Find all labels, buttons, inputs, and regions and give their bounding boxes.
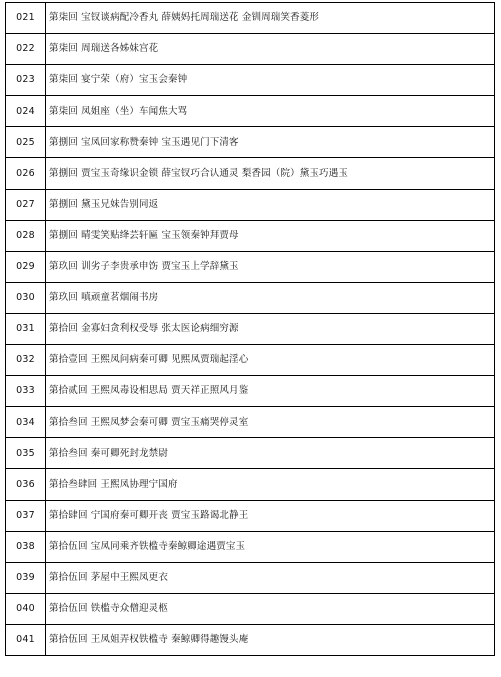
chapter-title: 第拾叁肆回 王熙凤协理宁国府 [46, 469, 495, 500]
chapter-title: 第拾伍回 铁槛寺众僧迎灵柩 [46, 593, 495, 624]
table-row [6, 313, 495, 344]
chapter-number: 022 [6, 34, 46, 65]
chapter-number: 036 [6, 469, 46, 500]
chapter-title: 第拾伍回 王凤姐弄权铁槛寺 秦鲸卿得趣馒头庵 [46, 624, 495, 655]
chapter-index-table-body [6, 3, 495, 656]
chapter-number: 029 [6, 251, 46, 282]
chapter-index-table [5, 2, 495, 656]
table-row [6, 531, 495, 562]
table-row [6, 220, 495, 251]
chapter-number: 031 [6, 313, 46, 344]
table-row [6, 65, 495, 96]
table-row [6, 376, 495, 407]
chapter-title: 第拾叁回 秦可卿死封龙禁尉 [46, 438, 495, 469]
table-row [6, 251, 495, 282]
table-row [6, 469, 495, 500]
chapter-title: 第柒回 周瑞送各姊妹宫花 [46, 34, 495, 65]
chapter-number: 034 [6, 407, 46, 438]
table-row [6, 34, 495, 65]
chapter-number: 021 [6, 3, 46, 34]
table-row [6, 562, 495, 593]
chapter-number: 030 [6, 282, 46, 313]
chapter-title: 第柒回 宝钗谈病配冷香丸 薛姨妈托周瑞送花 金钏周瑞笑香菱形 [46, 3, 495, 34]
chapter-title: 第拾伍回 宝凤同乘齐铁槛寺秦鲸卿途遇贾宝玉 [46, 531, 495, 562]
chapter-number: 025 [6, 127, 46, 158]
chapter-number: 039 [6, 562, 46, 593]
table-row [6, 345, 495, 376]
chapter-number: 035 [6, 438, 46, 469]
chapter-number: 040 [6, 593, 46, 624]
table-row [6, 407, 495, 438]
chapter-number: 023 [6, 65, 46, 96]
table-row [6, 127, 495, 158]
table-row [6, 189, 495, 220]
table-row [6, 3, 495, 34]
chapter-number: 028 [6, 220, 46, 251]
table-row [6, 500, 495, 531]
chapter-title: 第拾肆回 宁国府秦可卿开丧 贾宝玉路谒北静王 [46, 500, 495, 531]
chapter-number: 041 [6, 624, 46, 655]
chapter-title: 第玖回 训劣子李贵承申饬 贾宝玉上学辞黛玉 [46, 251, 495, 282]
chapter-number: 037 [6, 500, 46, 531]
table-row [6, 158, 495, 189]
table-row [6, 282, 495, 313]
chapter-title: 第拾壹回 王熙凤问病秦可卿 见熙凤贾瑞起淫心 [46, 345, 495, 376]
chapter-title: 第柒回 凤姐座（坐）车闻焦大骂 [46, 96, 495, 127]
chapter-title: 第拾叁回 王熙凤梦会秦可卿 贾宝玉痛哭停灵室 [46, 407, 495, 438]
table-row [6, 593, 495, 624]
chapter-title: 第捌回 晴雯笑贴绛芸轩匾 宝玉领秦钟拜贾母 [46, 220, 495, 251]
chapter-number: 038 [6, 531, 46, 562]
chapter-title: 第玖回 嗔顽童茗烟闹书房 [46, 282, 495, 313]
chapter-title: 第拾贰回 王熙凤毒设相思局 贾天祥正照风月鉴 [46, 376, 495, 407]
table-row [6, 438, 495, 469]
chapter-number: 024 [6, 96, 46, 127]
table-row [6, 624, 495, 655]
chapter-title: 第拾回 金寡妇贪利权受辱 张太医论病细穷源 [46, 313, 495, 344]
chapter-title: 第捌回 贾宝玉奇缘识金锁 薛宝钗巧合认通灵 梨香园（院）黛玉巧遇玉 [46, 158, 495, 189]
chapter-title: 第捌回 黛玉兄妹告别同返 [46, 189, 495, 220]
chapter-number: 033 [6, 376, 46, 407]
chapter-title: 第柒回 宴宁荣（府）宝玉会秦钟 [46, 65, 495, 96]
chapter-title: 第捌回 宝凤回家称赞秦钟 宝玉遇见门下清客 [46, 127, 495, 158]
chapter-number: 026 [6, 158, 46, 189]
chapter-title: 第拾伍回 茅屋中王熙凤更衣 [46, 562, 495, 593]
chapter-number: 027 [6, 189, 46, 220]
table-row [6, 96, 495, 127]
chapter-number: 032 [6, 345, 46, 376]
chapter-index-table-wrapper [5, 2, 494, 656]
